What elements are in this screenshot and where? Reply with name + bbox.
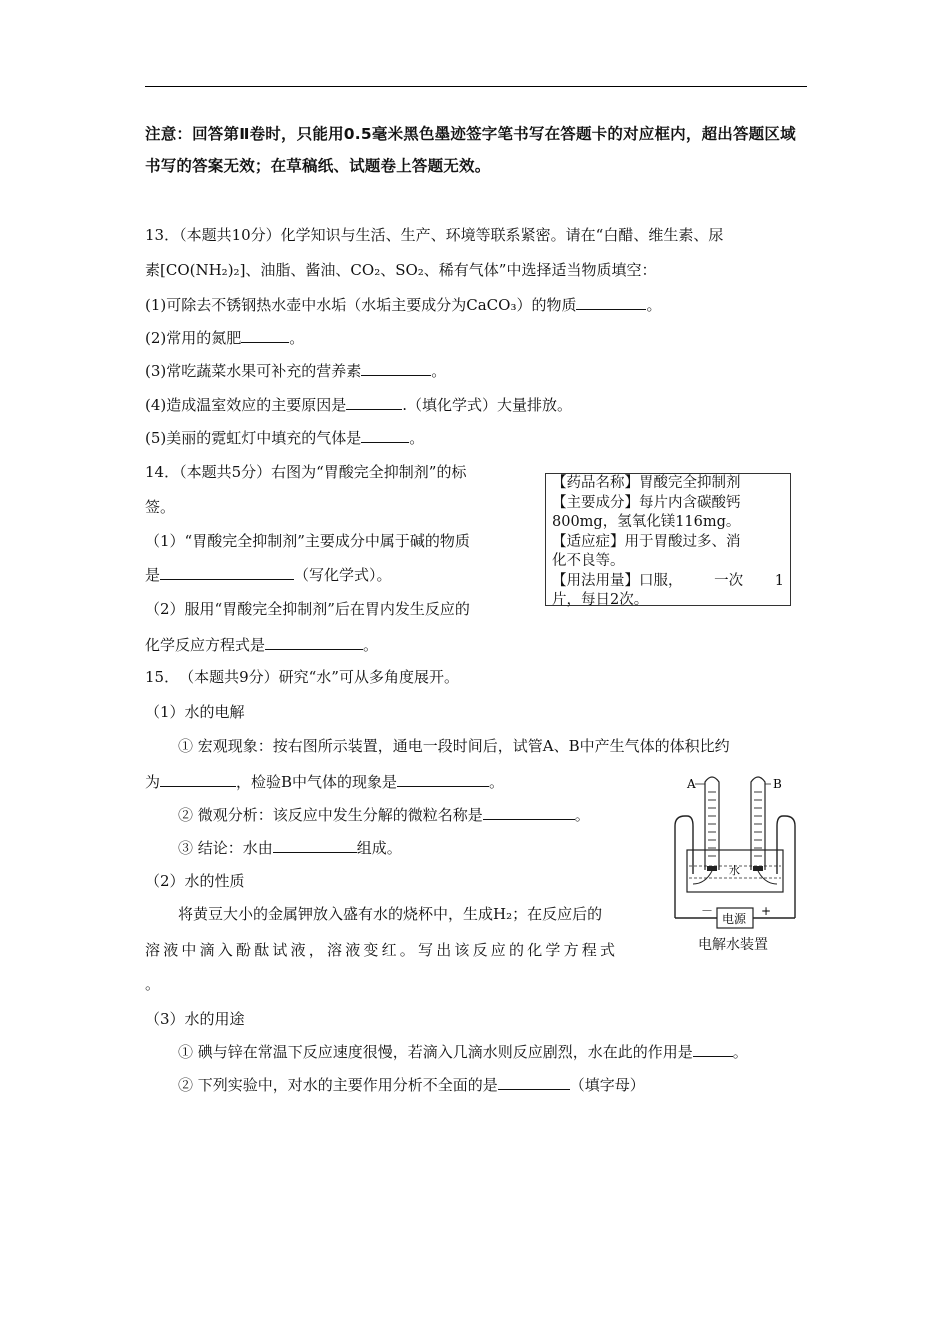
answer-blank[interactable]	[576, 294, 646, 310]
q15-s3-item2	[178, 1074, 645, 1096]
q13-part3	[145, 360, 446, 382]
label-line	[552, 572, 784, 592]
q15-s1-prefix: 为	[145, 773, 161, 791]
label-usage-dose: 一次	[714, 572, 744, 589]
q15-s3-item1-text: ① 碘与锌在常温下反应速度很慢，若滴入几滴水则反应剧烈，水在此的作用是	[178, 1043, 693, 1061]
answer-blank[interactable]	[265, 634, 363, 650]
label-line: 化不良等。	[552, 553, 625, 569]
q14-intro-line2: 签。	[145, 498, 176, 516]
electrode-a	[707, 866, 717, 871]
q15-s1-item2	[178, 804, 590, 826]
q13-part4-text: (4)造成温室效应的主要原因是	[145, 396, 347, 414]
tube-a-label: A	[687, 777, 696, 791]
label-line: 【主要成分】每片内含碳酸钙	[552, 494, 741, 511]
label-line: 800mg，氢氧化镁116mg。	[552, 514, 741, 530]
tube-b-water-dashes	[754, 792, 762, 856]
wire-b	[758, 871, 777, 884]
power-supply-label: 电源	[722, 912, 747, 926]
q13-part5-text: (5)美丽的霓虹灯中填充的气体是	[145, 429, 362, 447]
exam-notice: 注意：回答第Ⅱ卷时，只能用0.5毫米黑色墨迹签字笔书写在答题卡的对应框内，超出答题区域书写的答案无效；在草稿纸、试题卷上答题无效。	[145, 125, 796, 175]
period: 。	[732, 1043, 748, 1061]
answer-blank[interactable]	[160, 564, 294, 580]
period: 。	[574, 806, 590, 824]
q14-part2-line1: （2）服用“胃酸完全抑制剂”后在胃内发生反应的	[145, 600, 470, 618]
q13-part2	[145, 327, 304, 349]
answer-blank[interactable]	[397, 771, 489, 787]
q15-s3-item2-suffix: （填字母）	[569, 1076, 645, 1094]
q15-s1-item3	[178, 837, 402, 859]
period: 。	[289, 329, 305, 347]
q14-intro-line1: 14．（本题共5分）右图为“胃酸完全抑制剂”的标	[145, 463, 467, 481]
period: 。	[646, 296, 662, 314]
label-line: 【适应症】用于胃酸过多、消	[552, 533, 741, 550]
period: 。	[363, 636, 379, 654]
label-usage-count: 1	[774, 572, 784, 589]
label-line: 【药品名称】胃酸完全抑制剂	[552, 475, 741, 491]
q13-part2-text: (2)常用的氮肥	[145, 329, 242, 347]
q15-s1-mid: ，检验B中气体的现象是	[236, 773, 398, 791]
answer-blank[interactable]	[160, 771, 236, 787]
trough-left-wall	[675, 816, 693, 918]
trough-right-wall	[777, 816, 795, 918]
q15-s2-line2: 溶液中滴入酚酞试液，溶液变红。写出该反应的化学方程式	[145, 941, 619, 959]
apparatus-caption: 电解水装置	[698, 937, 768, 953]
medicine-label	[545, 473, 791, 606]
q15-s1-item1: ① 宏观现象：按右图所示装置，通电一段时间后，试管A、B中产生气体的体积比约	[178, 737, 730, 755]
period: 。	[409, 429, 425, 447]
q15-section3-title: （3）水的用途	[145, 1010, 245, 1028]
label-line: 片，每日2次。	[552, 592, 649, 608]
answer-blank[interactable]	[273, 837, 357, 853]
q13-intro-line1: 13．（本题共10分）化学知识与生活、生产、环境等联系紧密。请在“白醋、维生素、尿	[145, 226, 724, 244]
electrode-b	[753, 866, 763, 871]
q15-s1-item1-cont	[145, 771, 504, 793]
negative-terminal: －	[701, 904, 714, 918]
q13-intro-line2: 素[CO(NH₂)₂]、油脂、酱油、CO₂、SO₂、稀有气体”中选择适当物质填空：	[145, 261, 657, 279]
wire-a	[693, 871, 712, 884]
q15-s1-item2-text: ② 微观分析：该反应中发生分解的微粒名称是	[178, 806, 483, 824]
period: 。	[489, 773, 505, 791]
q15-section2-title: （2）水的性质	[145, 872, 245, 890]
answer-blank[interactable]	[241, 327, 289, 343]
q13-part4	[145, 394, 572, 416]
q14-part1-line1: （1）“胃酸完全抑制剂”主要成分中属于碱的物质	[145, 532, 470, 550]
answer-blank[interactable]	[361, 360, 431, 376]
q13-part1	[145, 294, 661, 316]
q15-section1-title: （1）水的电解	[145, 703, 245, 721]
label-usage: 【用法用量】口服，	[552, 572, 683, 589]
q14-part2-line2	[145, 634, 378, 656]
header-rule	[145, 86, 807, 87]
q13-part3-text: (3)常吃蔬菜水果可补充的营养素	[145, 362, 362, 380]
q14-part1-prefix: 是	[145, 566, 161, 584]
q14-part2-prefix: 化学反应方程式是	[145, 636, 266, 654]
water-label: 水	[729, 864, 740, 877]
answer-blank[interactable]	[693, 1041, 733, 1057]
electrolysis-apparatus-diagram	[665, 766, 805, 956]
q14-part1-suffix: （写化学式）。	[294, 566, 392, 584]
q15-intro: 15． （本题共9分）研究“水”可从多角度展开。	[145, 668, 459, 686]
positive-terminal: +	[761, 904, 772, 918]
q15-s2-line1: 将黄豆大小的金属钾放入盛有水的烧杯中，生成H₂；在反应后的	[178, 905, 603, 923]
q15-s2-line3: 。	[145, 975, 161, 993]
period: 。	[431, 362, 447, 380]
answer-blank[interactable]	[346, 394, 402, 410]
q14-part1-line2	[145, 564, 392, 586]
q15-s1-item3-suffix: 组成。	[356, 839, 402, 857]
q15-s3-item1	[178, 1041, 748, 1063]
q13-part1-text: (1)可除去不锈钢热水壶中水垢（水垢主要成分为CaCO₃）的物质	[145, 296, 577, 314]
q15-s1-item3-text: ③ 结论：水由	[178, 839, 273, 857]
q15-s3-item2-text: ② 下列实验中，对水的主要作用分析不全面的是	[178, 1076, 498, 1094]
answer-blank[interactable]	[361, 427, 409, 443]
q13-part5	[145, 427, 424, 449]
answer-blank[interactable]	[498, 1074, 570, 1090]
answer-blank[interactable]	[483, 804, 575, 820]
q13-part4-suffix: .（填化学式）大量排放。	[402, 396, 573, 414]
tube-a-water-dashes	[708, 792, 716, 856]
tube-b-label: B	[773, 777, 782, 791]
